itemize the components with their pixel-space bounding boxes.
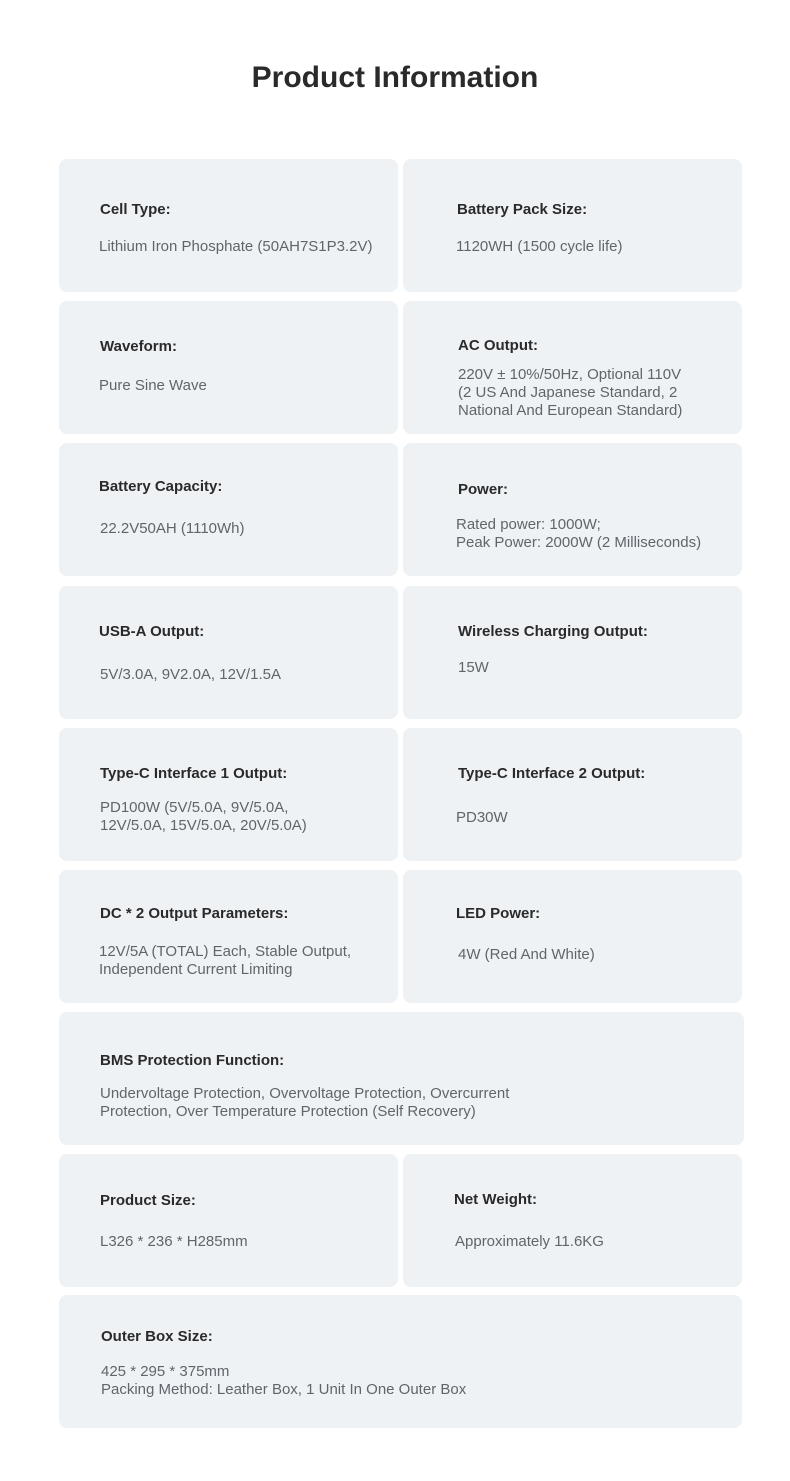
- product-size-value: L326 * 236 * H285mm: [100, 1233, 248, 1250]
- type-c-2-label: Type-C Interface 2 Output:: [458, 765, 646, 782]
- battery-pack-size-label: Battery Pack Size:: [457, 201, 588, 218]
- waveform-value: Pure Sine Wave: [99, 377, 207, 394]
- spec-card-bms-protection: [59, 1012, 744, 1145]
- spec-card-type-c-2: [403, 728, 742, 861]
- dc-output-label: DC * 2 Output Parameters:: [100, 905, 289, 922]
- battery-capacity-label: Battery Capacity:: [99, 478, 223, 495]
- wireless-charging-label: Wireless Charging Output:: [458, 623, 648, 640]
- bms-protection-label: BMS Protection Function:: [100, 1052, 285, 1069]
- spec-card-outer-box-size: [59, 1295, 742, 1428]
- type-c-1-value: PD100W (5V/5.0A, 9V/5.0A, 12V/5.0A, 15V/5.0A, 20V/5.0A): [100, 799, 307, 834]
- spec-card-power: [403, 443, 742, 576]
- spec-card-battery-capacity: [59, 443, 398, 576]
- spec-card-wireless-charging: [403, 586, 742, 719]
- spec-card-type-c-1: [59, 728, 398, 861]
- usb-a-output-value: 5V/3.0A, 9V2.0A, 12V/1.5A: [100, 666, 281, 683]
- waveform-label: Waveform:: [100, 338, 177, 355]
- spec-card-dc-output: [59, 870, 398, 1003]
- usb-a-output-label: USB-A Output:: [99, 623, 205, 640]
- battery-capacity-value: 22.2V50AH (1110Wh): [100, 520, 245, 537]
- type-c-2-value: PD30W: [456, 809, 508, 826]
- power-label: Power:: [458, 481, 509, 498]
- dc-output-value: 12V/5A (TOTAL) Each, Stable Output, Independent Current Limiting: [99, 943, 352, 978]
- led-power-value: 4W (Red And White): [458, 946, 595, 963]
- product-size-label: Product Size:: [100, 1192, 196, 1209]
- bms-protection-value: Undervoltage Protection, Overvoltage Protection, Overcurrent Protection, Over Temperature Protection (Self Recovery): [100, 1085, 510, 1120]
- type-c-1-label: Type-C Interface 1 Output:: [100, 765, 288, 782]
- page-title: Product Information: [251, 61, 539, 94]
- power-value: Rated power: 1000W; Peak Power: 2000W (2 Milliseconds): [456, 516, 702, 551]
- net-weight-label: Net Weight:: [454, 1191, 538, 1208]
- spec-card-battery-pack-size: [403, 159, 742, 292]
- spec-card-product-size: [59, 1154, 398, 1287]
- spec-card-led-power: [403, 870, 742, 1003]
- wireless-charging-value: 15W: [458, 659, 489, 676]
- led-power-label: LED Power:: [456, 905, 541, 922]
- outer-box-size-label: Outer Box Size:: [101, 1328, 213, 1345]
- cell-type-value: Lithium Iron Phosphate (50AH7S1P3.2V): [99, 238, 373, 255]
- spec-card-cell-type: [59, 159, 398, 292]
- battery-pack-size-value: 1120WH (1500 cycle life): [456, 238, 623, 255]
- cell-type-label: Cell Type:: [100, 201, 171, 218]
- spec-card-waveform: [59, 301, 398, 434]
- net-weight-value: Approximately 11.6KG: [455, 1233, 604, 1250]
- ac-output-value: 220V ± 10%/50Hz, Optional 110V (2 US And Japanese Standard, 2 National And European Standard): [458, 366, 683, 419]
- spec-card-usb-a-output: [59, 586, 398, 719]
- ac-output-label: AC Output:: [458, 337, 538, 354]
- outer-box-size-value: 425 * 295 * 375mm Packing Method: Leather Box, 1 Unit In One Outer Box: [101, 1363, 467, 1398]
- spec-card-net-weight: [403, 1154, 742, 1287]
